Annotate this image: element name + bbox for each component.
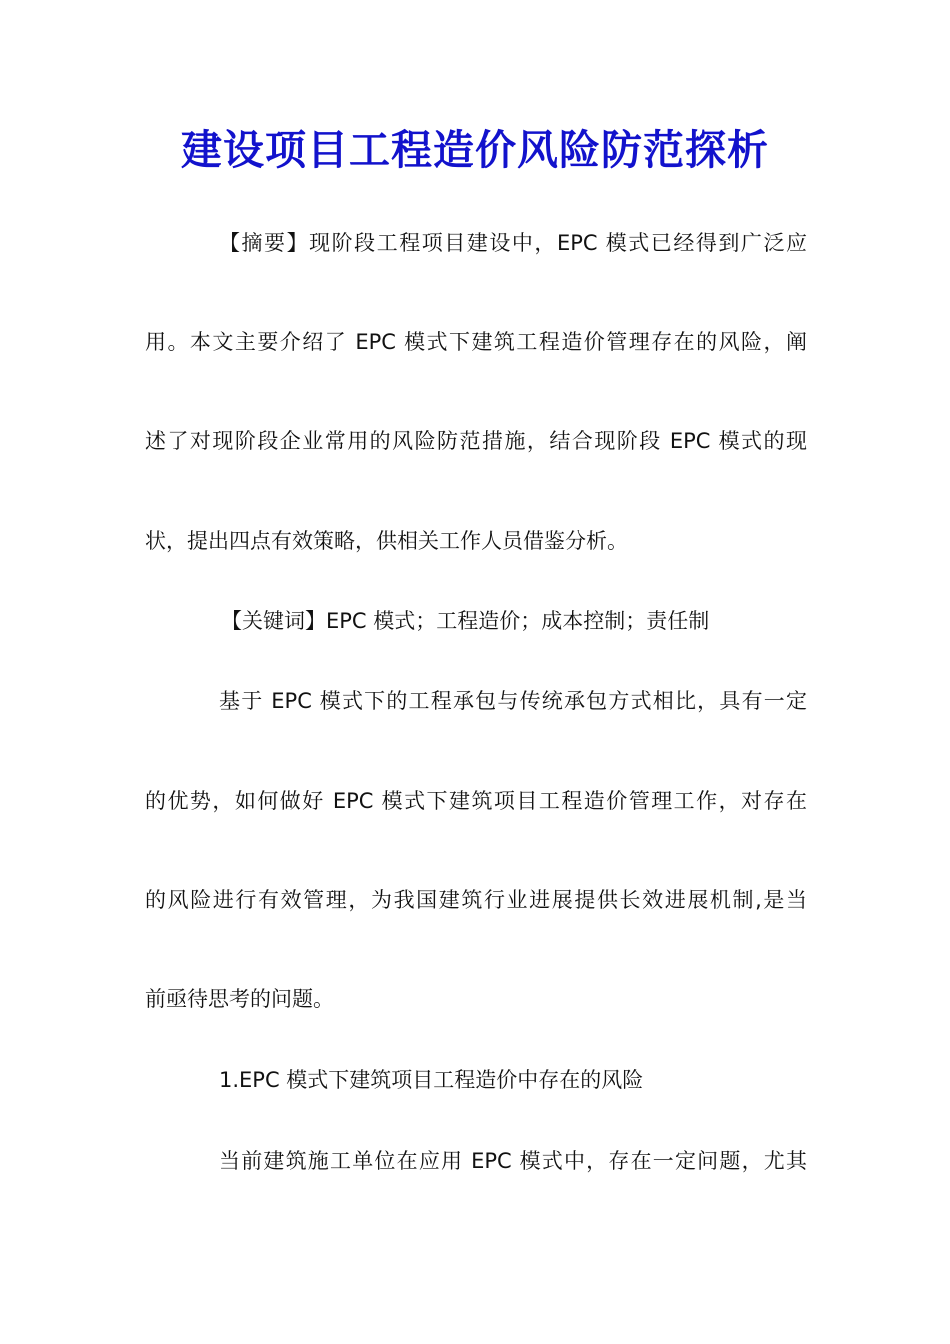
body-paragraph-1-line-2: 的优势，如何做好 EPC 模式下建筑项目工程造价管理工作，对存在 — [145, 789, 807, 813]
body-paragraph-1-line-3: 的风险进行有效管理，为我国建筑行业进展提供长效进展机制,是当 — [145, 888, 807, 912]
body-paragraph-1-line-1: 基于 EPC 模式下的工程承包与传统承包方式相比，具有一定 — [219, 689, 807, 713]
keywords-line: 【关键词】EPC 模式；工程造价；成本控制；责任制 — [221, 609, 710, 633]
abstract-line-2: 用。本文主要介绍了 EPC 模式下建筑工程造价管理存在的风险，阐 — [145, 330, 807, 354]
body-paragraph-2-line-1: 当前建筑施工单位在应用 EPC 模式中，存在一定问题，尤其 — [219, 1149, 807, 1173]
section-heading-1: 1.EPC 模式下建筑项目工程造价中存在的风险 — [219, 1068, 644, 1092]
document-title: 建设项目工程造价风险防范探析 — [181, 126, 769, 174]
body-paragraph-1-line-4: 前亟待思考的问题。 — [145, 987, 334, 1011]
abstract-line-1: 【摘要】现阶段工程项目建设中，EPC 模式已经得到广泛应 — [219, 231, 807, 255]
abstract-line-4: 状，提出四点有效策略，供相关工作人员借鉴分析。 — [145, 529, 628, 553]
abstract-line-3: 述了对现阶段企业常用的风险防范措施，结合现阶段 EPC 模式的现 — [145, 429, 807, 453]
